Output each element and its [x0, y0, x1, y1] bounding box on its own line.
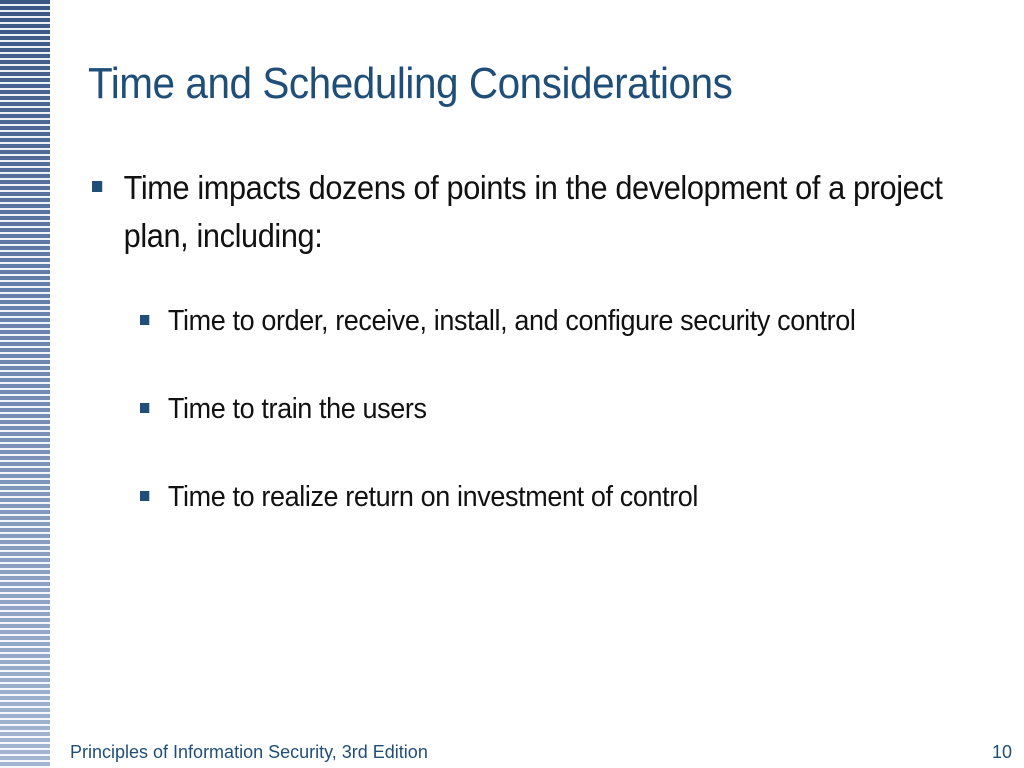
stripe-divider [50, 0, 53, 768]
sub-bullet [140, 476, 875, 518]
square-bullet-icon [140, 315, 149, 325]
square-bullet-icon [140, 403, 149, 413]
slide-content [92, 164, 972, 564]
square-bullet-icon [140, 491, 149, 501]
sub-bullet-text: Time to order, receive, install, and configure security control [167, 305, 856, 337]
main-bullet [92, 164, 951, 260]
main-bullet-text: Time impacts dozens of points in the development of a project plan, including: [123, 169, 943, 254]
decorative-stripe-bar [0, 0, 50, 768]
sub-bullet-list [92, 300, 972, 518]
page-number: 10 [991, 742, 1012, 762]
slide-title: Time and Scheduling Considerations [88, 59, 733, 108]
footer-book-title: Principles of Information Security, 3rd Edition [70, 742, 428, 762]
sub-bullet-text: Time to realize return on investment of control [167, 481, 699, 513]
sub-bullet-text: Time to train the users [167, 393, 427, 425]
sub-bullet [140, 300, 875, 342]
sub-bullet [140, 388, 875, 430]
square-bullet-icon [92, 181, 102, 192]
